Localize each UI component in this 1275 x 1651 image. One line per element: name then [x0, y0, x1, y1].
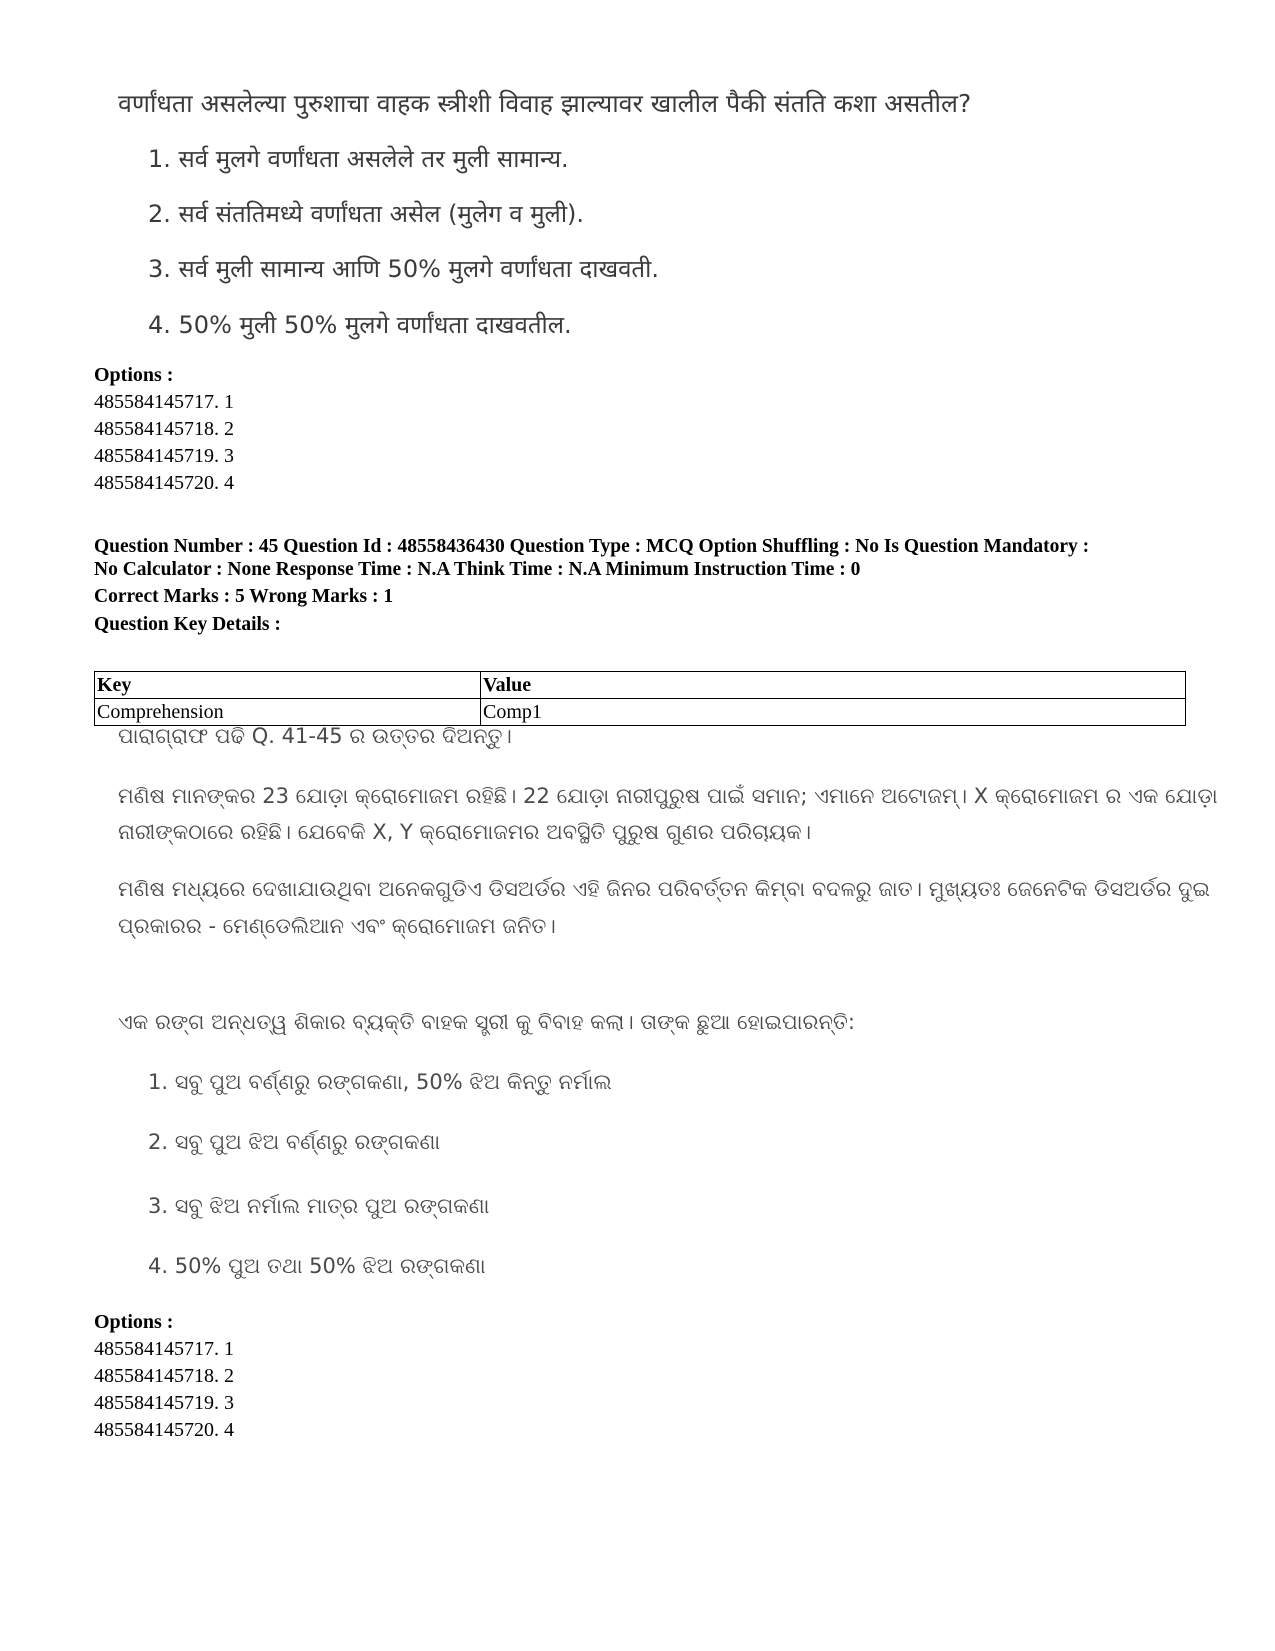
- question-stem: ଏକ ରଙ୍ଗ ଅନ୍ଧତ୍ୱ ଶିକାର ବ୍ୟକ୍ତି ବାହକ ସ୍ତ୍ରୀ କୁ ବିବାହ କଲା। ତାଙ୍କ ଛୁଆ ହୋଇପାରନ୍ତି:: [118, 1010, 855, 1034]
- prev-option-1: 485584145717. 1: [94, 391, 234, 413]
- prev-options-label: Options :: [94, 364, 174, 386]
- key-table-cell-key: Comprehension: [95, 699, 481, 726]
- passage-paragraph-1-line-2: ନାରୀଙ୍କଠାରେ ରହିଛି। ଯେବେକି X, Y କ୍ରୋମୋଜମର ଅବସ୍ଥିତି ପୁରୁଷ ଗୁଣର ପରିଚାୟକ।: [118, 820, 812, 844]
- choice-2: 2. ସବୁ ପୁଅ ଝିଅ ବର୍ଣ୍ଣରୁ ରଙ୍ଗକଣା: [148, 1130, 441, 1154]
- table-row: [95, 699, 1186, 726]
- key-table-header-key: Key: [95, 672, 481, 699]
- key-table-cell-value: Comp1: [481, 699, 1186, 726]
- prev-question-stem: वर्णांधता असलेल्या पुरुशाचा वाहक स्त्रीशी विवाह झाल्यावर खालील पैकी संतति कशा असतील?: [118, 89, 972, 118]
- option-1: 485584145717. 1: [94, 1338, 234, 1360]
- choice-4: 4. 50% ପୁଅ ତଥା 50% ଝିଅ ରଙ୍ଗକଣା: [148, 1254, 486, 1278]
- prev-choice-1: 1. सर्व मुलगे वर्णांधता असलेले तर मुली सामान्य.: [148, 145, 569, 173]
- passage-paragraph-2-line-1: ମଣିଷ ମଧ୍ୟରେ ଦେଖାଯାଉଥିବା ଅନେକଗୁଡିଏ ଡିସଅର୍ଡର ଏହି ଜିନର ପରିବର୍ତ୍ତନ କିମ୍ବା ବଦଳରୁ ଜାତ। ମୁଖ୍ୟତଃ ଜେନେଟିକ ଡିସଅର୍ଡର ଦୁଇ: [118, 877, 1210, 901]
- key-table-header-value: Value: [481, 672, 1186, 699]
- question-key-table: [94, 671, 1186, 726]
- question-marks: Correct Marks : 5 Wrong Marks : 1: [94, 586, 394, 607]
- option-4: 485584145720. 4: [94, 1419, 234, 1441]
- question-meta-line-1: Question Number : 45 Question Id : 48558436430 Question Type : MCQ Option Shuffling : No Is Question Mandatory :: [94, 536, 1090, 557]
- option-3: 485584145719. 3: [94, 1392, 234, 1414]
- prev-option-3: 485584145719. 3: [94, 445, 234, 467]
- choice-3: 3. ସବୁ ଝିଅ ନର୍ମାଲ ମାତ୍ର ପୁଅ ରଙ୍ଗକଣା: [148, 1194, 490, 1218]
- choice-1: 1. ସବୁ ପୁଅ ବର୍ଣ୍ଣରୁ ରଙ୍ଗକଣା, 50% ଝିଅ କିନ୍ତୁ ନର୍ମାଲ: [148, 1070, 612, 1094]
- options-label: Options :: [94, 1311, 174, 1333]
- prev-option-2: 485584145718. 2: [94, 418, 234, 440]
- prev-choice-4: 4. 50% मुली 50% मुलगे वर्णांधता दाखवतील.: [148, 311, 572, 339]
- question-meta-line-2: No Calculator : None Response Time : N.A Think Time : N.A Minimum Instruction Time : 0: [94, 559, 861, 580]
- option-2: 485584145718. 2: [94, 1365, 234, 1387]
- prev-choice-3: 3. सर्व मुली सामान्य आणि 50% मुलगे वर्णांधता दाखवती.: [148, 255, 659, 283]
- question-key-details-label: Question Key Details :: [94, 614, 281, 635]
- passage-heading: ପାରାଗ୍ରାଫ ପଢି Q. 41-45 ର ଉତ୍ତର ଦିଅନ୍ତୁ।: [118, 724, 512, 748]
- passage-paragraph-2-line-2: ପ୍ରକାରର - ମେଣ୍ଡେଲିଆନ ଏବଂ କ୍ରୋମୋଜମ ଜନିତ।: [118, 914, 556, 938]
- prev-choice-2: 2. सर्व संततिमध्ये वर्णांधता असेल (मुलेग व मुली).: [148, 200, 585, 228]
- prev-option-4: 485584145720. 4: [94, 472, 234, 494]
- passage-paragraph-1-line-1: ମଣିଷ ମାନଙ୍କର 23 ଯୋଡ଼ା କ୍ରୋମୋଜମ ରହିଛି। 22 ଯୋଡ଼ା ନାରୀପୁରୁଷ ପାଇଁ ସମାନ; ଏମାନେ ଅଟୋଜମ୍। X କ୍ରୋମୋଜମ ର ଏକ ଯୋଡ଼ା: [118, 784, 1218, 808]
- key-table-header-row: [95, 672, 1186, 699]
